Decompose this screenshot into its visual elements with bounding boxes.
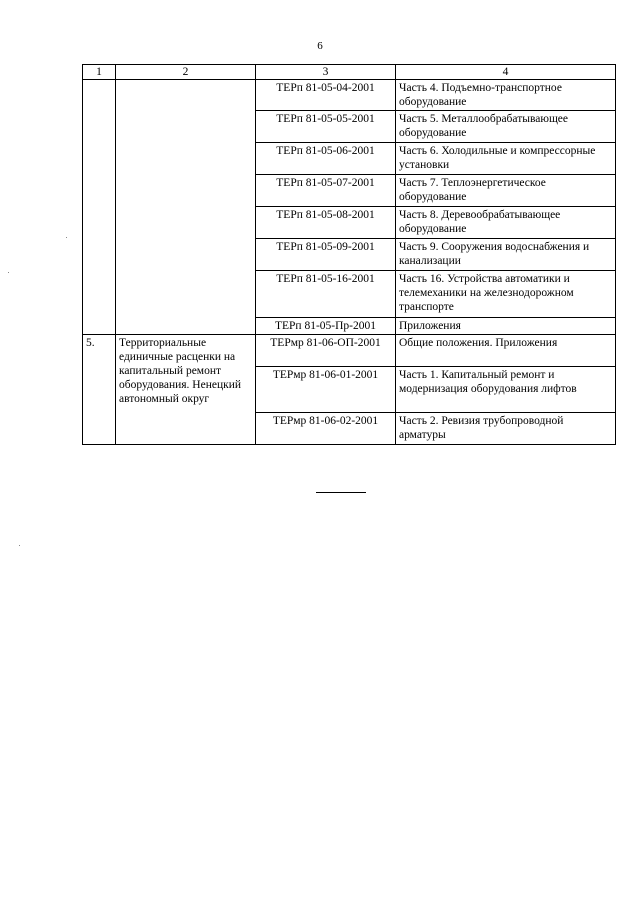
continued-title-cell (116, 80, 256, 335)
continued-number-cell (83, 80, 116, 335)
name-cell: Часть 4. Подъемно-транспортное оборудование (396, 80, 616, 111)
name-cell: Часть 2. Ревизия трубопроводной арматуры (396, 413, 616, 445)
code-cell: ТЕРмр 81-06-ОП-2001 (256, 335, 396, 367)
end-separator-line (316, 492, 366, 493)
name-cell: Часть 5. Металлообрабатывающее оборудование (396, 111, 616, 143)
name-cell: Часть 16. Устройства автоматики и телемеханики на железнодорожном транспорте (396, 271, 616, 318)
header-cell-1: 1 (83, 65, 116, 80)
code-cell: ТЕРп 81-05-07-2001 (256, 175, 396, 207)
code-cell: ТЕРп 81-05-16-2001 (256, 271, 396, 318)
scan-speck (66, 237, 67, 238)
code-cell: ТЕРп 81-05-06-2001 (256, 143, 396, 175)
header-cell-3: 3 (256, 65, 396, 80)
code-cell: ТЕРмр 81-06-02-2001 (256, 413, 396, 445)
code-cell: ТЕРп 81-05-05-2001 (256, 111, 396, 143)
name-cell: Часть 6. Холодильные и компрессорные установки (396, 143, 616, 175)
page-number: 6 (317, 40, 323, 52)
code-cell: ТЕРп 81-05-09-2001 (256, 239, 396, 271)
table-row (83, 335, 616, 367)
name-cell: Часть 9. Сооружения водоснабжения и канализации (396, 239, 616, 271)
header-cell-2: 2 (116, 65, 256, 80)
document-table (82, 64, 616, 445)
table-row (83, 80, 616, 111)
name-cell: Часть 1. Капитальный ремонт и модернизация оборудования лифтов (396, 367, 616, 413)
code-cell: ТЕРп 81-05-04-2001 (256, 80, 396, 111)
header-cell-4: 4 (396, 65, 616, 80)
code-cell: ТЕРп 81-05-Пр-2001 (256, 318, 396, 335)
code-cell: ТЕРмр 81-06-01-2001 (256, 367, 396, 413)
scan-speck (8, 272, 9, 273)
code-cell: ТЕРп 81-05-08-2001 (256, 207, 396, 239)
scan-speck (19, 545, 20, 546)
table-header-row (83, 65, 616, 80)
name-cell: Приложения (396, 318, 616, 335)
name-cell: Часть 7. Теплоэнергетическое оборудование (396, 175, 616, 207)
section-number-cell: 5. (83, 335, 116, 445)
name-cell: Часть 8. Деревообрабатывающее оборудование (396, 207, 616, 239)
name-cell: Общие положения. Приложения (396, 335, 616, 367)
section-title-cell: Территориальные единичные расценки на капитальный ремонт оборудования. Ненецкий автономный округ (116, 335, 256, 445)
